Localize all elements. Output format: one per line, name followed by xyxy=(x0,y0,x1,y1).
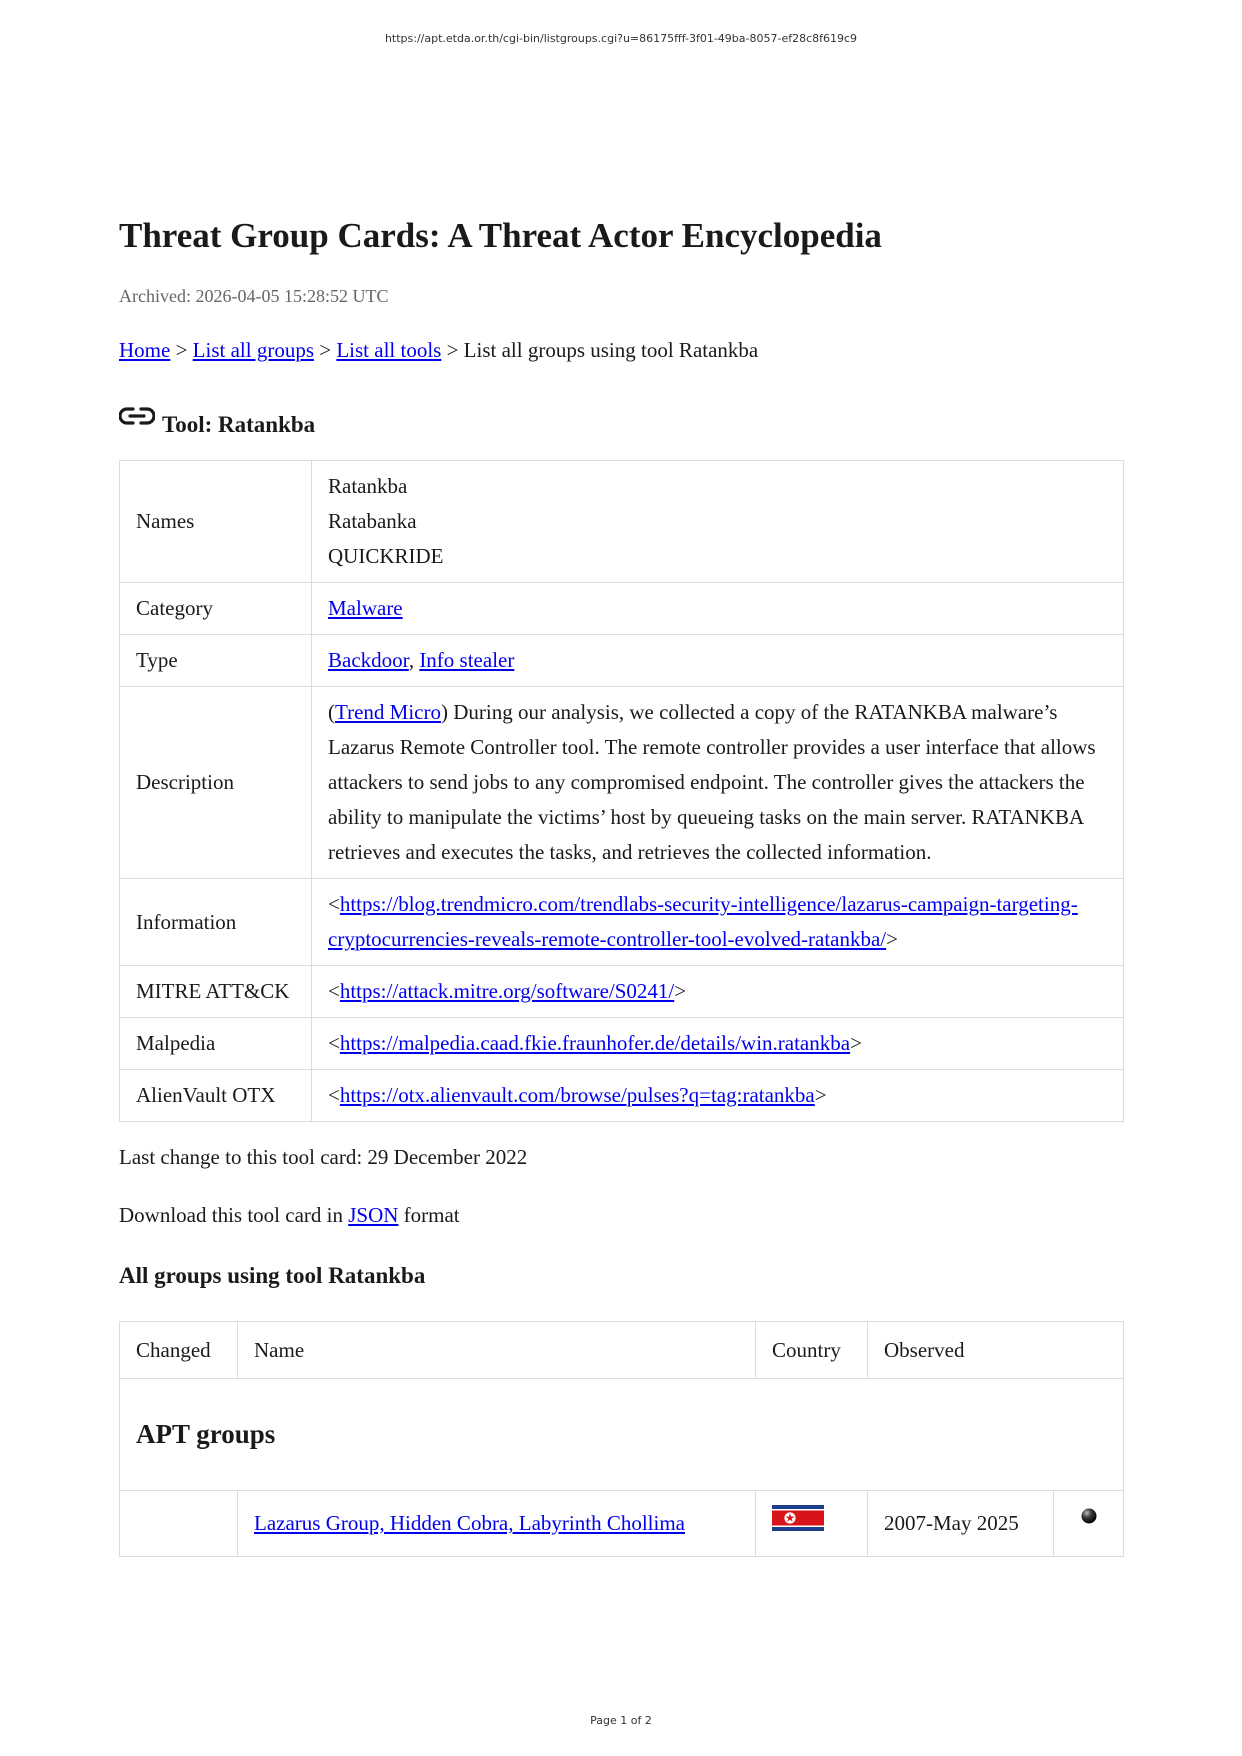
apt-section-row xyxy=(120,1379,1124,1491)
north-korea-flag-icon xyxy=(772,1505,824,1531)
names-label: Names xyxy=(120,461,312,583)
type-row xyxy=(120,635,1124,687)
information-label: Information xyxy=(120,879,312,966)
category-malware-link[interactable]: Malware xyxy=(328,596,403,620)
description-label: Description xyxy=(120,687,312,879)
archived-timestamp: Archived: 2026-04-05 15:28:52 UTC xyxy=(119,286,389,306)
link-icon xyxy=(119,404,155,428)
last-change-text: Last change to this tool card: 29 December 2022 xyxy=(119,1145,528,1169)
information-link[interactable]: https://blog.trendmicro.com/trendlabs-security-intelligence/lazarus-campaign-targeting-cryptocurrencies-reveals-remote-controller-tool-evolved-ratankba/ xyxy=(328,892,1078,951)
groups-heading: All groups using tool Ratankba xyxy=(119,1263,426,1288)
breadcrumb-groups-link[interactable]: List all groups xyxy=(192,338,314,362)
type-infostealer-link[interactable]: Info stealer xyxy=(419,648,515,672)
alienvault-value xyxy=(312,1070,1124,1122)
breadcrumb-home-link[interactable]: Home xyxy=(119,338,171,362)
row-status xyxy=(1054,1491,1124,1557)
name-item: QUICKRIDE xyxy=(328,544,444,568)
apt-section-title: APT groups xyxy=(120,1379,1124,1491)
description-value xyxy=(312,687,1124,879)
name-item: Ratabanka xyxy=(328,509,417,533)
description-open-paren: ( xyxy=(328,700,335,724)
mitre-link[interactable]: https://attack.mitre.org/software/S0241/ xyxy=(339,979,675,1003)
tool-info-table xyxy=(119,460,1124,1122)
category-value xyxy=(312,583,1124,635)
malpedia-row xyxy=(120,1018,1124,1070)
row-country xyxy=(756,1491,868,1557)
type-value xyxy=(312,635,1124,687)
description-source-link[interactable]: Trend Micro xyxy=(335,700,441,724)
page-url-header: https://apt.etda.or.th/cgi-bin/listgroups.cgi?u=86175fff-3f01-49ba-8057-ef28c8f619c9 xyxy=(384,32,858,45)
table-row xyxy=(120,1491,1124,1557)
page-footer: Page 1 of 2 xyxy=(590,1714,652,1727)
breadcrumb xyxy=(119,336,1124,364)
row-name xyxy=(238,1491,756,1557)
breadcrumb-tools-link[interactable]: List all tools xyxy=(336,338,442,362)
group-link[interactable]: Lazarus Group, Hidden Cobra, Labyrinth Chollima xyxy=(254,1511,685,1535)
names-row xyxy=(120,461,1124,583)
groups-header-row xyxy=(120,1322,1124,1379)
mitre-row xyxy=(120,966,1124,1018)
tool-title: Tool: Ratankba xyxy=(162,412,316,437)
type-label: Type xyxy=(120,635,312,687)
mitre-label: MITRE ATT&CK xyxy=(120,966,312,1018)
category-label: Category xyxy=(120,583,312,635)
breadcrumb-current: > List all groups using tool Ratankba xyxy=(441,338,759,362)
header-country: Country xyxy=(756,1322,868,1379)
page-title: Threat Group Cards: A Threat Actor Encyclopedia xyxy=(119,216,882,255)
information-value xyxy=(312,879,1124,966)
header-changed: Changed xyxy=(120,1322,238,1379)
download-text xyxy=(119,1201,1124,1229)
row-changed xyxy=(120,1491,238,1557)
angle-close: > xyxy=(886,927,898,951)
angle-close: > xyxy=(850,1031,862,1055)
angle-close: > xyxy=(674,979,687,1003)
name-item: Ratankba xyxy=(328,474,408,498)
angle-close: > xyxy=(814,1083,827,1107)
header-name: Name xyxy=(238,1322,756,1379)
json-download-link[interactable]: JSON xyxy=(348,1203,399,1227)
names-value xyxy=(312,461,1124,583)
description-text: ) During our analysis, we collected a copy of the RATANKBA malware’s Lazarus Remote Controller tool. The remote controller provides a user interface that allows attackers to send jobs to any compromised endpoint. The controller gives the attackers the ability to manipulate the victims’ host by queueing tasks on the main server. RATANKBA retrieves and executes the tasks, and retrieves the collected information. xyxy=(328,700,1096,864)
type-backdoor-link[interactable]: Backdoor xyxy=(328,648,409,672)
angle-open: < xyxy=(328,892,340,916)
angle-open: < xyxy=(328,979,340,1003)
header-observed: Observed xyxy=(868,1322,1124,1379)
alienvault-label: AlienVault OTX xyxy=(120,1070,312,1122)
groups-table xyxy=(119,1321,1124,1557)
category-row xyxy=(120,583,1124,635)
download-suffix: format xyxy=(398,1203,460,1227)
description-row xyxy=(120,687,1124,879)
information-row xyxy=(120,879,1124,966)
breadcrumb-separator: > xyxy=(314,338,337,362)
alienvault-link[interactable]: https://otx.alienvault.com/browse/pulses?q=tag:ratankba xyxy=(339,1083,815,1107)
angle-open: < xyxy=(328,1083,340,1107)
angle-open: < xyxy=(328,1031,340,1055)
row-observed: 2007-May 2025 xyxy=(868,1491,1054,1557)
malpedia-link[interactable]: https://malpedia.caad.fkie.fraunhofer.de/details/win.ratankba xyxy=(339,1031,851,1055)
malpedia-value xyxy=(312,1018,1124,1070)
alienvault-row xyxy=(120,1070,1124,1122)
type-separator: , xyxy=(408,648,420,672)
tool-heading xyxy=(119,400,1124,440)
mitre-value xyxy=(312,966,1124,1018)
main-content xyxy=(119,210,1124,1557)
black-sphere-icon xyxy=(1081,1508,1097,1524)
download-prefix: Download this tool card in xyxy=(119,1203,349,1227)
malpedia-label: Malpedia xyxy=(120,1018,312,1070)
breadcrumb-separator: > xyxy=(170,338,193,362)
